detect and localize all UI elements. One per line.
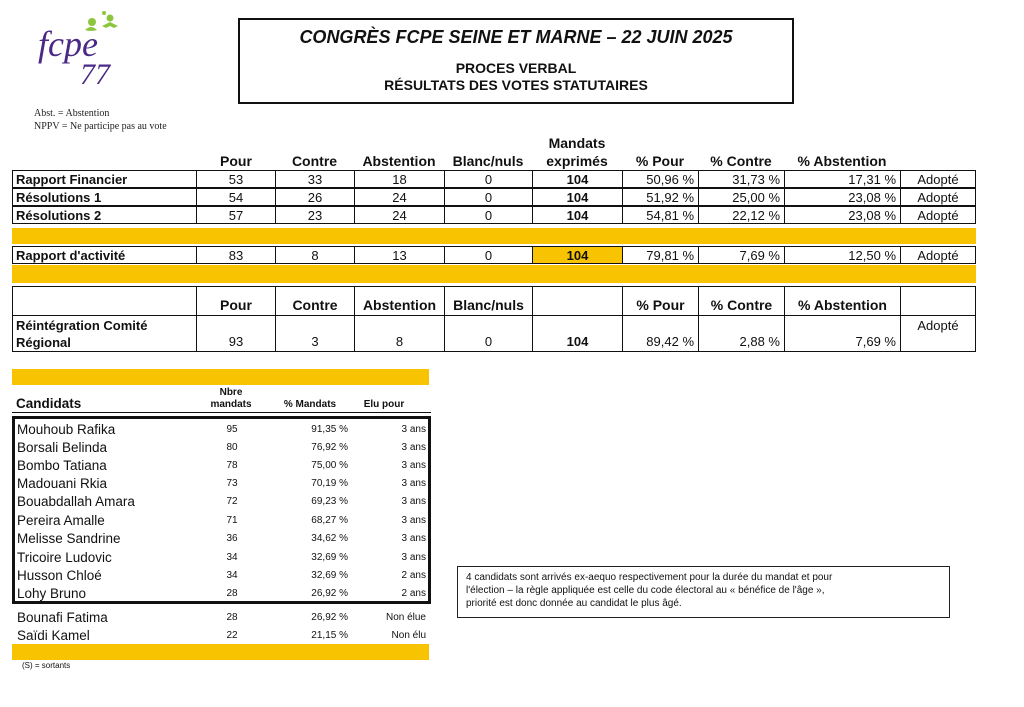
vote-contre: 33 — [275, 170, 355, 188]
header-blanc: Blanc/nuls — [444, 286, 533, 316]
candidate-name: Husson Chloé — [17, 567, 102, 583]
candidate-pct: 76,92 % — [311, 441, 348, 453]
vote-row-resolutions-1 — [12, 188, 976, 206]
candidate-name: Bouabdallah Amara — [17, 493, 135, 509]
candidate-mandats: 72 — [226, 495, 238, 507]
vote-abstention: 13 — [354, 246, 445, 264]
candidate-elu: 2 ans — [401, 569, 426, 581]
empty-cell — [532, 286, 623, 316]
header-pour: Pour — [196, 286, 276, 316]
candidate-pct: 32,69 % — [311, 569, 348, 581]
header-pct-mandats: % Mandats — [283, 399, 337, 410]
header-abstention: Abstention — [354, 286, 445, 316]
empty-cell — [900, 286, 976, 316]
vote-label: Résolutions 2 — [12, 206, 197, 224]
candidate-pct: 75,00 % — [311, 459, 348, 471]
vote-label-line-2: Régional — [16, 334, 71, 350]
candidate-mandats: 71 — [226, 514, 238, 526]
vote-pct-pour: 50,96 % — [622, 170, 699, 188]
vote-pct-pour: 89,42 % — [622, 315, 699, 352]
candidate-pct: 26,92 % — [311, 587, 348, 599]
vote-label: Rapport d'activité — [12, 246, 197, 264]
vote-label — [12, 315, 197, 352]
fcpe-77-logo — [30, 8, 130, 90]
candidate-elu: 3 ans — [401, 477, 426, 489]
candidate-name: Borsali Belinda — [17, 439, 108, 455]
candidate-elu: 3 ans — [401, 459, 426, 471]
header-contre: Contre — [275, 286, 355, 316]
empty-cell — [12, 286, 197, 316]
vote-pct-abst: 23,08 % — [784, 188, 901, 206]
header-pct-abst: % Abstention — [797, 153, 887, 169]
candidate-row-non-elected — [12, 608, 431, 626]
vote-abstention: 24 — [354, 206, 445, 224]
vote-row-rapport-activite — [12, 246, 976, 264]
header-nbre-2: mandats — [210, 399, 252, 410]
header-pour: Pour — [220, 153, 252, 169]
vote-pct-abst: 17,31 % — [784, 170, 901, 188]
note-line: priorité est donc donnée au candidat le plus âgé. — [466, 598, 682, 609]
candidate-elu: 3 ans — [401, 495, 426, 507]
candidate-name: Mouhoub Rafika — [17, 421, 116, 437]
candidate-mandats: 34 — [226, 569, 238, 581]
vote-pct-abst: 23,08 % — [784, 206, 901, 224]
vote-blanc: 0 — [444, 188, 533, 206]
vote-result: Adopté — [900, 206, 976, 224]
candidate-row — [12, 456, 431, 474]
candidate-elu: Non élue — [385, 611, 426, 623]
vote-pct-pour: 51,92 % — [622, 188, 699, 206]
candidate-mandats: 80 — [226, 441, 238, 453]
candidate-name: Saïdi Kamel — [17, 627, 90, 643]
vote-pct-abst: 12,50 % — [784, 246, 901, 264]
vote-pct-contre: 31,73 % — [698, 170, 785, 188]
votes-header — [12, 134, 976, 170]
orange-separator — [12, 265, 976, 283]
candidate-row — [12, 474, 431, 492]
header-mandats-2: exprimés — [546, 153, 608, 169]
candidate-elu: Non élu — [391, 629, 426, 641]
candidate-pct: 26,92 % — [311, 611, 348, 623]
document-subtitle-1: PROCES VERBAL — [455, 60, 577, 76]
vote-pct-contre: 7,69 % — [698, 246, 785, 264]
candidate-elu: 3 ans — [401, 551, 426, 563]
vote-contre: 26 — [275, 188, 355, 206]
candidate-pct: 68,27 % — [311, 514, 348, 526]
vote-label: Résolutions 1 — [12, 188, 197, 206]
header-pct-abst: % Abstention — [784, 286, 901, 316]
vote-result: Adopté — [900, 246, 976, 264]
header-pct-contre: % Contre — [710, 153, 772, 169]
vote-pct-abst: 7,69 % — [784, 315, 901, 352]
divider — [12, 412, 431, 413]
candidate-elu: 3 ans — [401, 423, 426, 435]
candidate-row — [12, 438, 431, 456]
header-pct-pour: % Pour — [622, 286, 699, 316]
header-blanc: Blanc/nuls — [452, 153, 524, 169]
vote-blanc: 0 — [444, 206, 533, 224]
vote-contre: 8 — [275, 246, 355, 264]
candidate-elu: 3 ans — [401, 514, 426, 526]
header-elu-pour: Elu pour — [363, 399, 405, 410]
header-candidats: Candidats — [16, 396, 82, 411]
vote-result: Adopté — [900, 188, 976, 206]
vote-pct-pour: 54,81 % — [622, 206, 699, 224]
candidate-mandats: 22 — [226, 629, 238, 641]
vote-label: Rapport Financier — [12, 170, 197, 188]
vote-abstention: 24 — [354, 188, 445, 206]
vote-row-reintegration — [12, 315, 976, 352]
vote-blanc: 0 — [444, 170, 533, 188]
candidate-row — [12, 566, 431, 584]
logo-fcpe-text: fcpe — [38, 24, 98, 64]
title-box — [238, 18, 794, 104]
vote-row-resolutions-2 — [12, 206, 976, 224]
ex-aequo-note — [457, 566, 950, 618]
orange-separator — [12, 644, 429, 660]
document-subtitle-2: RÉSULTATS DES VOTES STATUTAIRES — [384, 77, 648, 93]
candidate-pct: 70,19 % — [311, 477, 348, 489]
vote-pour: 53 — [196, 170, 276, 188]
document-title: CONGRÈS FCPE SEINE ET MARNE – 22 JUIN 2025 — [299, 27, 733, 47]
vote-pct-contre: 22,12 % — [698, 206, 785, 224]
candidate-name: Madouani Rkia — [17, 475, 108, 491]
candidate-name: Melisse Sandrine — [17, 530, 121, 546]
reintegration-header-row — [12, 286, 976, 316]
vote-mandats: 104 — [532, 246, 623, 264]
candidate-row — [12, 420, 431, 438]
candidate-row — [12, 584, 431, 602]
vote-abstention: 18 — [354, 170, 445, 188]
candidate-name: Lohy Bruno — [17, 585, 87, 601]
vote-result: Adopté — [900, 315, 976, 352]
candidate-pct: 91,35 % — [311, 423, 348, 435]
candidate-pct: 69,23 % — [311, 495, 348, 507]
vote-mandats: 104 — [532, 206, 623, 224]
vote-abstention: 8 — [354, 315, 445, 352]
vote-blanc: 0 — [444, 315, 533, 352]
header-mandats-1: Mandats — [548, 135, 606, 151]
candidate-mandats: 28 — [226, 611, 238, 623]
candidate-name: Bounafi Fatima — [17, 609, 108, 625]
candidate-mandats: 36 — [226, 532, 238, 544]
candidate-pct: 34,62 % — [311, 532, 348, 544]
candidate-pct: 32,69 % — [311, 551, 348, 563]
vote-pour: 57 — [196, 206, 276, 224]
candidate-name: Tricoire Ludovic — [17, 549, 112, 565]
vote-mandats: 104 — [532, 170, 623, 188]
candidate-pct: 21,15 % — [311, 629, 348, 641]
footnote-sortants: (S) = sortants — [22, 661, 71, 670]
vote-pour: 83 — [196, 246, 276, 264]
vote-blanc: 0 — [444, 246, 533, 264]
orange-separator — [12, 369, 429, 385]
candidate-row — [12, 548, 431, 566]
candidate-mandats: 73 — [226, 477, 238, 489]
candidate-name: Pereira Amalle — [17, 512, 105, 528]
vote-pct-contre: 25,00 % — [698, 188, 785, 206]
vote-mandats: 104 — [532, 188, 623, 206]
candidate-row — [12, 529, 431, 547]
candidate-elu: 3 ans — [401, 532, 426, 544]
vote-pct-contre: 2,88 % — [698, 315, 785, 352]
vote-result: Adopté — [900, 170, 976, 188]
logo-77-text: 77 — [80, 58, 110, 90]
note-line: 4 candidats sont arrivés ex-aequo respectivement pour la durée du mandat et pour — [466, 572, 833, 583]
header-nbre-1: Nbre — [219, 387, 243, 398]
abbreviation-abst: Abst. = Abstention — [34, 108, 110, 119]
candidate-row — [12, 492, 431, 510]
candidate-mandats: 34 — [226, 551, 238, 563]
vote-label-line-1: Réintégration Comité — [16, 317, 148, 333]
vote-mandats: 104 — [532, 315, 623, 352]
header-contre: Contre — [291, 153, 338, 169]
candidate-row — [12, 511, 431, 529]
note-line: l'élection – la règle appliquée est celle du code électoral au « bénéfice de l'âge », — [466, 585, 825, 596]
vote-pour: 93 — [196, 315, 276, 352]
candidate-row-non-elected — [12, 626, 431, 644]
vote-row-rapport-financier — [12, 170, 976, 188]
header-pct-pour: % Pour — [635, 153, 685, 169]
vote-contre: 23 — [275, 206, 355, 224]
vote-contre: 3 — [275, 315, 355, 352]
candidate-mandats: 28 — [226, 587, 238, 599]
vote-pour: 54 — [196, 188, 276, 206]
header-abstention: Abstention — [362, 153, 436, 169]
vote-pct-pour: 79,81 % — [622, 246, 699, 264]
candidate-elu: 3 ans — [401, 441, 426, 453]
candidate-name: Bombo Tatiana — [17, 457, 107, 473]
candidate-elu: 2 ans — [401, 587, 426, 599]
orange-separator — [12, 228, 976, 244]
candidate-mandats: 95 — [226, 423, 238, 435]
header-pct-contre: % Contre — [698, 286, 785, 316]
abbreviation-nppv: NPPV = Ne participe pas au vote — [34, 121, 167, 132]
candidate-mandats: 78 — [226, 459, 238, 471]
